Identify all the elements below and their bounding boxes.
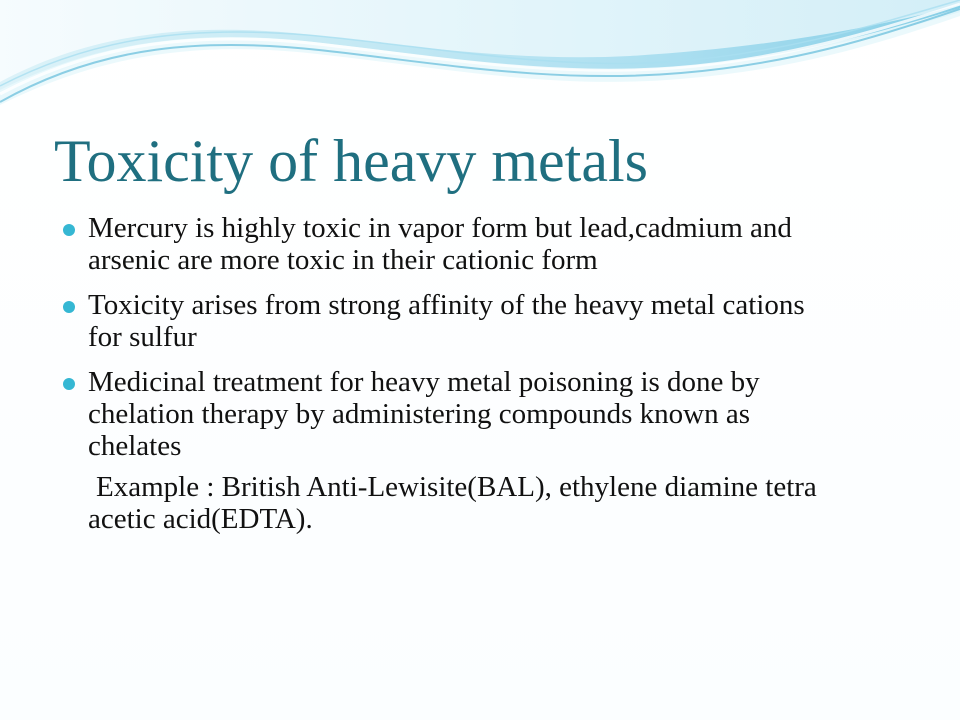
filled-circle-bullet-icon — [63, 301, 75, 313]
bullet-text: Mercury is highly toxic in vapor form but lead,cadmium and arsenic are more toxic in their cationic form — [88, 212, 792, 276]
example-line — [88, 471, 828, 535]
bullet-text: Toxicity arises from strong affinity of the heavy metal cations for sulfur — [88, 289, 805, 353]
example-text: Example : British Anti-Lewisite(BAL), ethylene diamine tetra acetic acid(EDTA). — [88, 471, 817, 535]
filled-circle-bullet-icon — [63, 378, 75, 390]
bullet-item-chelation-therapy — [88, 366, 828, 535]
slide-title: Toxicity of heavy metals — [54, 128, 648, 194]
bullet-text: Medicinal treatment for heavy metal poisoning is done by chelation therapy by administering compounds known as chelates — [88, 366, 760, 462]
bullet-list — [88, 212, 828, 548]
filled-circle-bullet-icon — [63, 224, 75, 236]
bullet-item-mercury-toxicity — [88, 212, 828, 276]
bullet-item-sulfur-affinity — [88, 289, 828, 353]
